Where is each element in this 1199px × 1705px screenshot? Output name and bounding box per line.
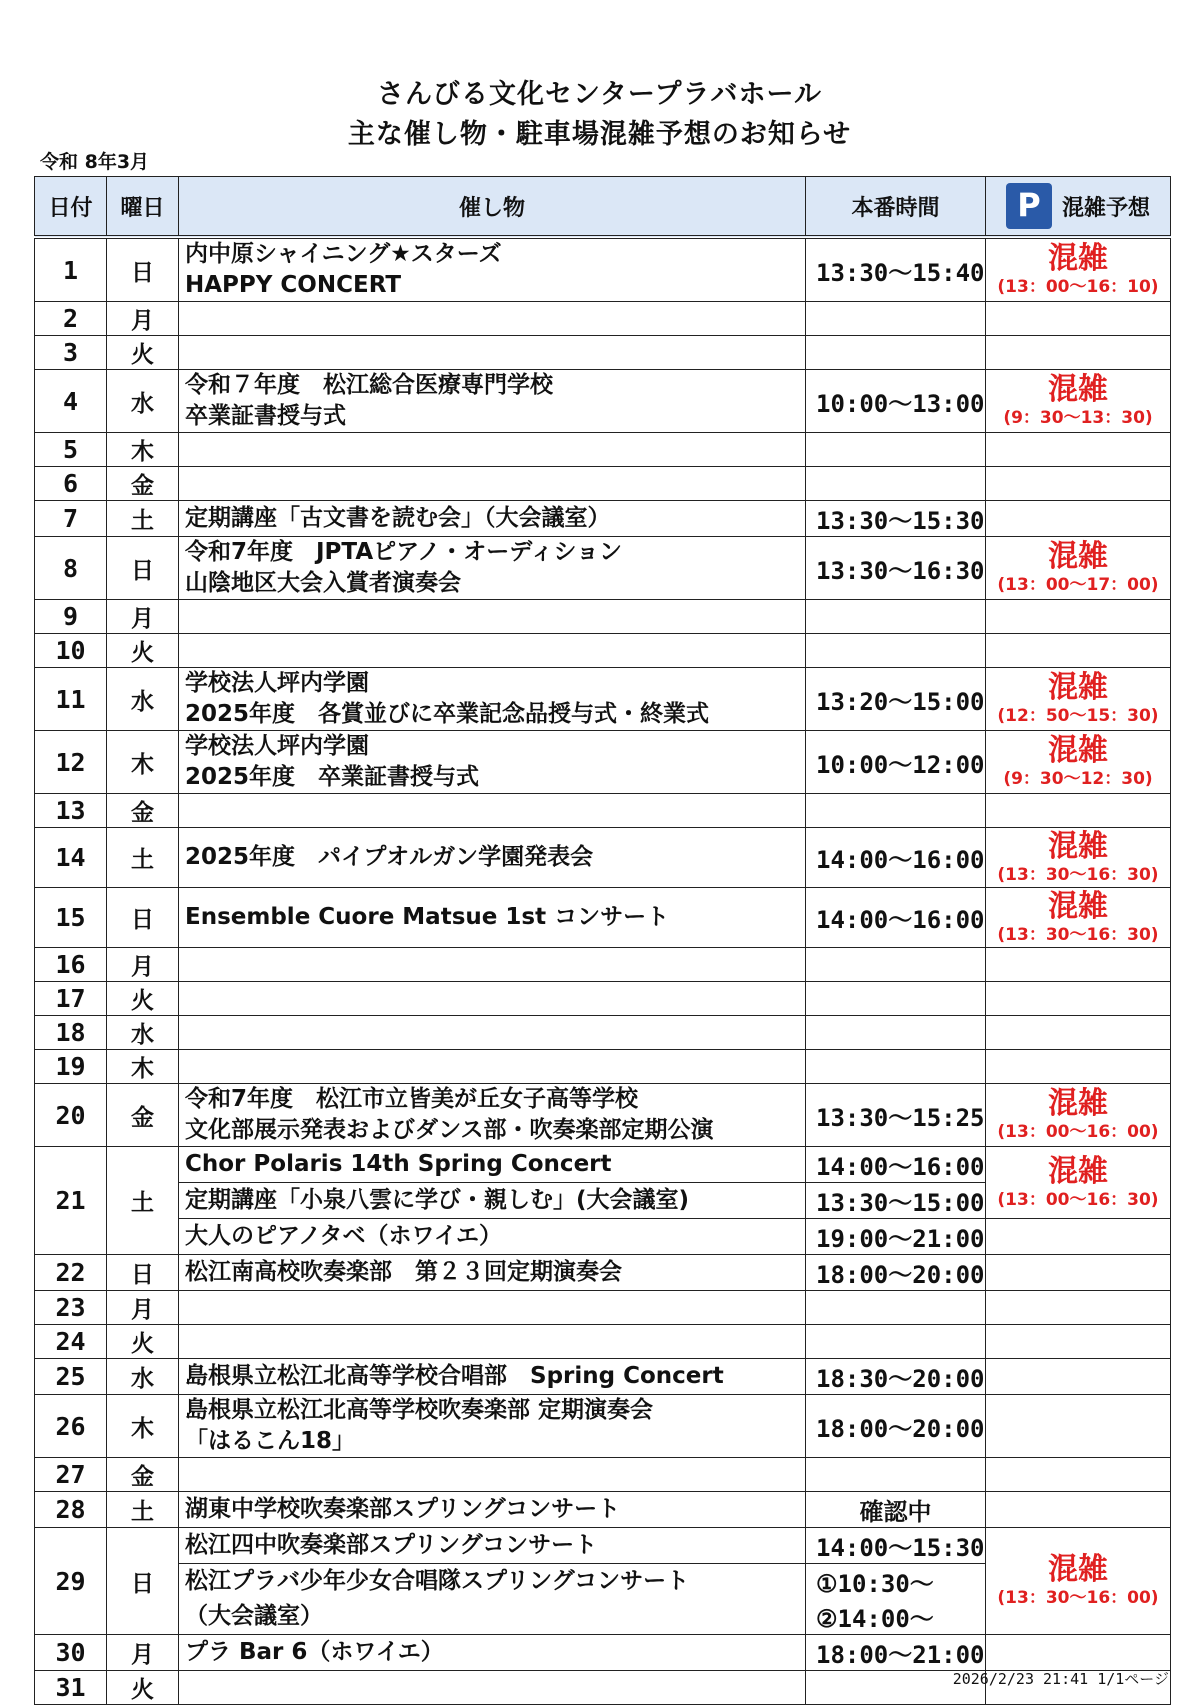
row-event (179, 794, 806, 828)
row-date: 9 (35, 600, 107, 634)
page-title: さんびる文化センタープラバホール (376, 79, 823, 110)
row-time (806, 668, 986, 731)
congestion-cell (986, 1492, 1171, 1528)
row-time (806, 731, 986, 794)
row-event (179, 336, 806, 370)
row-time (806, 828, 986, 888)
table-row (35, 433, 1171, 467)
time-line: 10:00～12:00 (816, 750, 985, 779)
event-line: プラ Bar 6（ホワイエ） (185, 1639, 444, 1665)
row-event: （大会議室） (179, 1599, 806, 1635)
congestion-label: 混雑 (1048, 733, 1108, 768)
row-date: 11 (35, 668, 107, 731)
row-day: 日 (107, 888, 179, 948)
congestion-label: 混雑 (1048, 1552, 1108, 1587)
table-row (35, 1458, 1171, 1492)
row-event (179, 634, 806, 668)
congestion-cell (986, 537, 1171, 600)
congestion-cell (986, 1291, 1171, 1325)
row-time (806, 1458, 986, 1492)
congestion-cell (986, 982, 1171, 1016)
row-date: 10 (35, 634, 107, 668)
row-event (179, 237, 806, 302)
row-time (806, 433, 986, 467)
row-date: 24 (35, 1325, 107, 1359)
table-row (35, 1492, 1171, 1528)
row-event (179, 1492, 806, 1528)
event-line: 2025年度 各賞並びに卒業記念品授与式・終業式 (185, 701, 710, 727)
congestion-cell (986, 237, 1171, 302)
event-line: 文化部展示発表およびダンス部・吹奏楽部定期公演 (185, 1117, 714, 1143)
congestion-cell (986, 467, 1171, 501)
table-row (35, 948, 1171, 982)
row-event (179, 1050, 806, 1084)
row-day: 月 (107, 948, 179, 982)
row-date: 2 (35, 302, 107, 336)
page-subtitle: 主な催し物・駐車場混雑予想のお知らせ (347, 119, 852, 150)
row-date: 31 (35, 1671, 107, 1705)
table-row (35, 1050, 1171, 1084)
row-date: 18 (35, 1016, 107, 1050)
time-line: 13:30～16:30 (816, 556, 985, 585)
table-row (35, 1147, 1171, 1183)
time-line: 13:30～15:25 (816, 1103, 985, 1132)
row-time (806, 1325, 986, 1359)
row-event (179, 537, 806, 600)
row-time (806, 237, 986, 302)
row-event (179, 948, 806, 982)
table-row (35, 1528, 1171, 1564)
row-day: 日 (107, 1528, 179, 1635)
congestion-label: 混雑 (1048, 539, 1108, 574)
row-day: 木 (107, 731, 179, 794)
event-line: 湖東中学校吹奏楽部スプリングコンサート (185, 1496, 621, 1522)
row-date: 21 (35, 1147, 107, 1255)
row-time: ①10:30～ (806, 1564, 986, 1600)
row-date: 25 (35, 1359, 107, 1395)
event-line: 松江南高校吹奏楽部 第２３回定期演奏会 (185, 1259, 622, 1285)
congestion-cell (986, 1395, 1171, 1458)
table-row (35, 634, 1171, 668)
row-event: 松江四中吹奏楽部スプリングコンサート (179, 1528, 806, 1564)
event-line: 令和7年度 松江市立皆美が丘女子高等学校 (185, 1086, 639, 1112)
congestion-label: 混雑 (1048, 828, 1108, 864)
row-date: 15 (35, 888, 107, 948)
row-day: 木 (107, 1395, 179, 1458)
event-line: 令和7年度 JPTAピアノ・オーディション (185, 539, 622, 565)
row-day: 金 (107, 1084, 179, 1147)
row-time: 19:00～21:00 (806, 1219, 986, 1255)
row-time: 13:30～15:00 (806, 1183, 986, 1219)
row-date: 3 (35, 336, 107, 370)
event-line: 学校法人坪内学園 (185, 670, 369, 696)
table-row (35, 370, 1171, 433)
congestion-cell (986, 1325, 1171, 1359)
event-line: Ensemble Cuore Matsue 1st コンサート (185, 904, 670, 930)
row-day: 月 (107, 302, 179, 336)
congestion-label: 混雑 (1048, 372, 1108, 407)
congestion-cell (986, 1147, 1171, 1219)
congestion-cell (986, 1016, 1171, 1050)
row-event: Chor Polaris 14th Spring Concert (179, 1147, 806, 1183)
row-date: 29 (35, 1528, 107, 1635)
row-time (806, 948, 986, 982)
row-event (179, 1016, 806, 1050)
row-date: 22 (35, 1255, 107, 1291)
table-row (35, 1016, 1171, 1050)
congestion-cell (986, 1050, 1171, 1084)
event-line: 学校法人坪内学園 (185, 733, 369, 759)
row-date: 16 (35, 948, 107, 982)
row-date: 4 (35, 370, 107, 433)
congestion-range: (9：30～12：30) (1003, 769, 1153, 789)
event-line: 島根県立松江北高等学校合唱部 Spring Concert (185, 1363, 724, 1389)
header-congestion (986, 177, 1171, 238)
row-date: 30 (35, 1635, 107, 1671)
row-time (806, 336, 986, 370)
row-day: 月 (107, 1291, 179, 1325)
row-day: 火 (107, 982, 179, 1016)
congestion-label: 混雑 (1048, 888, 1108, 924)
row-date: 19 (35, 1050, 107, 1084)
row-date: 26 (35, 1395, 107, 1458)
congestion-range: (13：30～16：30) (997, 864, 1159, 885)
row-time (806, 1050, 986, 1084)
row-day: 金 (107, 1458, 179, 1492)
table-row (35, 1219, 1171, 1255)
congestion-cell (986, 634, 1171, 668)
row-time (806, 370, 986, 433)
congestion-cell (986, 1219, 1171, 1255)
row-time (806, 600, 986, 634)
row-event (179, 1084, 806, 1147)
row-day: 日 (107, 1255, 179, 1291)
header-date: 日付 (35, 177, 107, 238)
row-date: 12 (35, 731, 107, 794)
row-day: 日 (107, 237, 179, 302)
event-line: 内中原シャイニング★スターズ (185, 241, 502, 267)
row-event (179, 1671, 806, 1705)
congestion-cell (986, 302, 1171, 336)
time-line: 13:30～15:30 (816, 507, 985, 535)
row-date: 20 (35, 1084, 107, 1147)
time-line: 18:00～21:00 (816, 1641, 985, 1669)
congestion-cell (986, 370, 1171, 433)
congestion-range: (13：00～16：10) (997, 277, 1159, 297)
row-event: 定期講座「小泉八雲に学び・親しむ」(大会議室) (179, 1183, 806, 1219)
event-line: 島根県立松江北高等学校吹奏楽部 定期演奏会 (185, 1397, 654, 1423)
row-date: 28 (35, 1492, 107, 1528)
row-day: 金 (107, 467, 179, 501)
congestion-range: (12：50～15：30) (997, 706, 1159, 726)
row-day: 土 (107, 828, 179, 888)
row-time (806, 1084, 986, 1147)
row-day: 木 (107, 433, 179, 467)
row-event (179, 1458, 806, 1492)
row-event (179, 1359, 806, 1395)
event-line: HAPPY CONCERT (185, 272, 402, 298)
row-event (179, 501, 806, 537)
congestion-cell (986, 1528, 1171, 1635)
schedule-table (34, 176, 1171, 1705)
congestion-range: (9：30～13：30) (1003, 408, 1153, 428)
table-row (35, 1325, 1171, 1359)
table-row (35, 1395, 1171, 1458)
print-timestamp: 2026/2/23 21:41 1/1ページ (952, 1670, 1169, 1688)
congestion-cell (986, 731, 1171, 794)
congestion-cell (986, 888, 1171, 948)
event-line: 「はるこん18」 (185, 1428, 356, 1454)
time-line: 確認中 (859, 1498, 932, 1526)
row-time (806, 537, 986, 600)
parking-icon: P (1006, 183, 1052, 229)
row-time (806, 1492, 986, 1528)
congestion-cell (986, 1084, 1171, 1147)
table-row (35, 600, 1171, 634)
congestion-cell (986, 1635, 1171, 1671)
congestion-cell (986, 828, 1171, 888)
congestion-cell (986, 433, 1171, 467)
row-time: ②14:00～ (806, 1599, 986, 1635)
row-time (806, 1291, 986, 1325)
row-event (179, 668, 806, 731)
row-time (806, 1359, 986, 1395)
congestion-label: 混雑 (1048, 1086, 1108, 1121)
row-event (179, 1395, 806, 1458)
table-row (35, 1291, 1171, 1325)
row-date: 27 (35, 1458, 107, 1492)
table-row (35, 467, 1171, 501)
time-line: 14:00～16:00 (816, 846, 985, 874)
row-event (179, 1291, 806, 1325)
time-line: 18:00～20:00 (816, 1261, 985, 1289)
row-time: 14:00～16:00 (806, 1147, 986, 1183)
row-time (806, 302, 986, 336)
table-row (35, 336, 1171, 370)
event-line: 2025年度 パイプオルガン学園発表会 (185, 844, 594, 870)
row-time (806, 888, 986, 948)
row-event (179, 1255, 806, 1291)
congestion-cell (986, 668, 1171, 731)
time-line: 13:20～15:00 (816, 687, 985, 716)
row-time (806, 1635, 986, 1671)
table-row (35, 1359, 1171, 1395)
congestion-cell (986, 336, 1171, 370)
congestion-cell (986, 1255, 1171, 1291)
row-time (806, 1255, 986, 1291)
row-day: 木 (107, 1050, 179, 1084)
table-row (35, 1255, 1171, 1291)
header-time: 本番時間 (806, 177, 986, 238)
congestion-label: 混雑 (1048, 241, 1108, 276)
row-day: 土 (107, 501, 179, 537)
congestion-label: 混雑 (1048, 670, 1108, 705)
event-line: 令和７年度 松江総合医療専門学校 (185, 372, 553, 398)
row-date: 8 (35, 537, 107, 600)
row-event: 松江プラバ少年少女合唱隊スプリングコンサート (179, 1564, 806, 1600)
event-line: 山陰地区大会入賞者演奏会 (185, 570, 461, 596)
congestion-cell (986, 794, 1171, 828)
row-day: 土 (107, 1147, 179, 1255)
row-event (179, 1635, 806, 1671)
row-date: 13 (35, 794, 107, 828)
row-day: 月 (107, 1635, 179, 1671)
row-event (179, 828, 806, 888)
row-event (179, 1325, 806, 1359)
congestion-cell (986, 948, 1171, 982)
time-line: 18:00～20:00 (816, 1414, 985, 1443)
congestion-range: (13：00～16：30) (997, 1189, 1159, 1210)
table-row (35, 1635, 1171, 1671)
congestion-range: (13：30～16：00) (997, 1588, 1159, 1608)
row-time (806, 794, 986, 828)
row-day: 水 (107, 1016, 179, 1050)
congestion-range: (13：00～16：00) (997, 1122, 1159, 1142)
row-event (179, 370, 806, 433)
era-month: 令和 8年3月 (40, 151, 150, 173)
table-row (35, 237, 1171, 302)
table-row (35, 668, 1171, 731)
row-date: 5 (35, 433, 107, 467)
row-event (179, 302, 806, 336)
row-day: 日 (107, 537, 179, 600)
row-day: 金 (107, 794, 179, 828)
row-event: 大人のピアノタベ（ホワイエ） (179, 1219, 806, 1255)
congestion-cell (986, 600, 1171, 634)
row-time: 14:00～15:30 (806, 1528, 986, 1564)
row-time (806, 634, 986, 668)
row-day: 火 (107, 1325, 179, 1359)
row-time (806, 982, 986, 1016)
congestion-cell (986, 501, 1171, 537)
row-event (179, 433, 806, 467)
row-day: 水 (107, 370, 179, 433)
congestion-range: (13：30～16：30) (997, 924, 1159, 945)
row-day: 月 (107, 600, 179, 634)
table-row (35, 794, 1171, 828)
event-line: 2025年度 卒業証書授与式 (185, 764, 480, 790)
row-day: 水 (107, 1359, 179, 1395)
event-line: 卒業証書授与式 (185, 403, 346, 429)
congestion-cell (986, 1359, 1171, 1395)
header-day: 曜日 (107, 177, 179, 238)
header-event: 催し物 (179, 177, 806, 238)
row-date: 23 (35, 1291, 107, 1325)
row-date: 17 (35, 982, 107, 1016)
time-line: 18:30～20:00 (816, 1365, 985, 1393)
time-line: 10:00～13:00 (816, 389, 985, 418)
header-row (35, 177, 1171, 238)
row-event (179, 982, 806, 1016)
row-day: 水 (107, 668, 179, 731)
row-day: 土 (107, 1492, 179, 1528)
event-line: 定期講座「古文書を読む会」（大会議室） (185, 505, 611, 531)
row-event (179, 888, 806, 948)
row-time (806, 467, 986, 501)
row-date: 1 (35, 237, 107, 302)
table-row (35, 982, 1171, 1016)
congestion-label: 混雑 (1048, 1153, 1108, 1189)
row-date: 14 (35, 828, 107, 888)
row-time (806, 501, 986, 537)
row-event (179, 731, 806, 794)
time-line: 14:00～16:00 (816, 906, 985, 934)
table-row (35, 537, 1171, 600)
row-event (179, 467, 806, 501)
row-date: 7 (35, 501, 107, 537)
row-date: 6 (35, 467, 107, 501)
row-day: 火 (107, 336, 179, 370)
table-row (35, 828, 1171, 888)
header-congestion-label: 混雑予想 (1061, 195, 1150, 221)
row-day: 火 (107, 634, 179, 668)
table-row (35, 888, 1171, 948)
table-row (35, 731, 1171, 794)
table-row (35, 501, 1171, 537)
row-event (179, 600, 806, 634)
table-row (35, 1084, 1171, 1147)
row-day: 火 (107, 1671, 179, 1705)
row-time (806, 1395, 986, 1458)
congestion-range: (13：00～17：00) (997, 575, 1159, 595)
time-line: 13:30～15:40 (816, 258, 985, 287)
table-row (35, 302, 1171, 336)
congestion-cell (986, 1458, 1171, 1492)
row-time (806, 1016, 986, 1050)
